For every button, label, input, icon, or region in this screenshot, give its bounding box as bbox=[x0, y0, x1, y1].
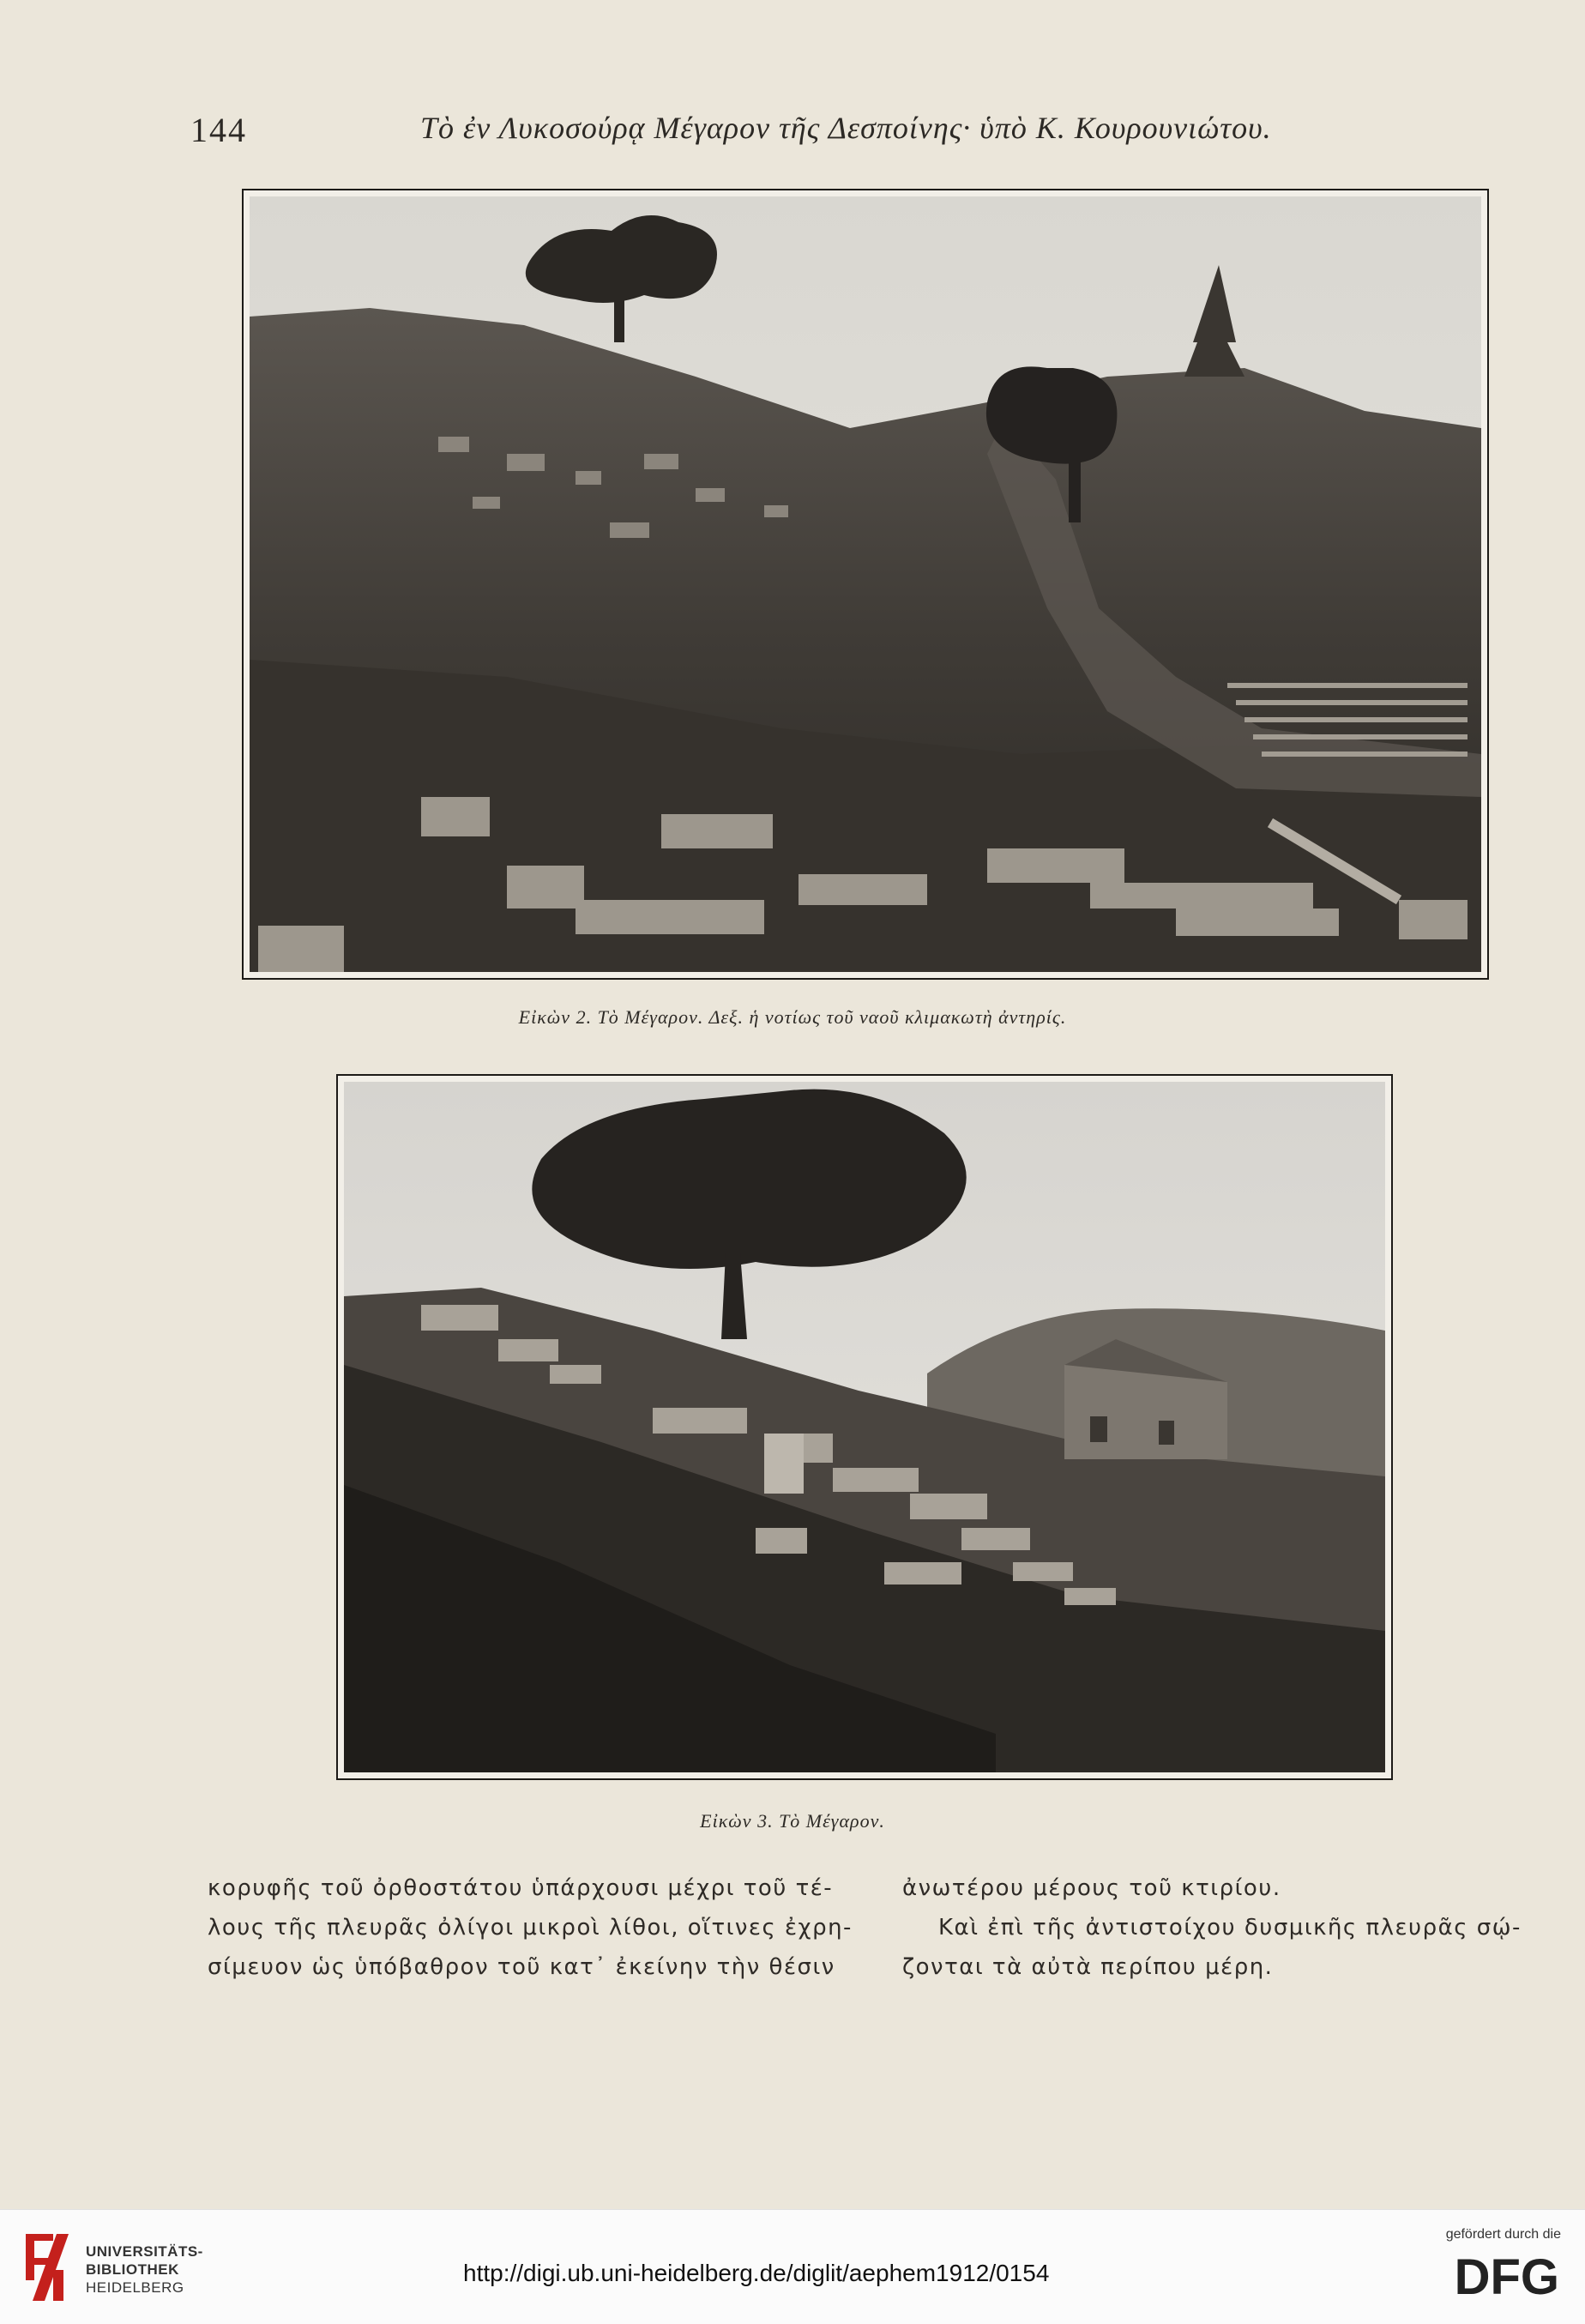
figure-2-caption: Εἰκὼν 2. Τὸ Μέγαρον. Δεξ. ἡ νοτίως τοῦ ναοῦ κλιμακωτὴ ἀντηρίς. bbox=[518, 1006, 1067, 1028]
page-number: 144 bbox=[190, 111, 247, 149]
funder-block bbox=[1372, 2227, 1561, 2303]
dfg-logo-text: DFG bbox=[1454, 2251, 1559, 2299]
figure-3-photo bbox=[336, 1074, 1393, 1780]
megaron-hillside-photo bbox=[344, 1082, 1385, 1772]
dfg-logo-icon bbox=[1407, 2251, 1561, 2299]
running-head bbox=[0, 110, 1585, 153]
funded-by-label: gefördert durch die bbox=[1445, 2227, 1561, 2242]
permalink-url[interactable]: http://digi.ub.uni-heidelberg.de/diglit/aephem1912/0154 bbox=[463, 2260, 1050, 2286]
running-title: Τὸ ἐν Λυκοσούρᾳ Μέγαρον τῆς Δεσποίνης· ὑπὸ Κ. Κουρουνιώτου. bbox=[420, 111, 1272, 145]
text-line: ἀνωτέρου μέρους τοῦ κτιρίου. bbox=[902, 1875, 1281, 1901]
text-line: Καὶ ἐπὶ τῆς ἀντιστοίχου δυσμικῆς πλευρᾶς σῴ- bbox=[938, 1915, 1522, 1941]
viewer-footer bbox=[0, 2209, 1585, 2324]
figure-2-photo bbox=[242, 189, 1489, 980]
body-text-right-column bbox=[902, 1868, 1554, 1987]
library-name-line: BIBLIOTHEK bbox=[86, 2261, 179, 2278]
library-name-line: HEIDELBERG bbox=[86, 2279, 184, 2296]
text-line: κορυφῆς τοῦ ὀρθοστάτου ὑπάρχουσι μέχρι τοῦ τέ- bbox=[208, 1875, 834, 1901]
body-text-left-column bbox=[208, 1868, 859, 1987]
library-name bbox=[86, 2243, 203, 2297]
text-line: σίμευον ὡς ὑπόβαθρον τοῦ κατ᾽ ἐκείνην τὴν θέσιν bbox=[208, 1954, 835, 1980]
text-line: ζονται τὰ αὐτὰ περίπου μέρη. bbox=[902, 1954, 1274, 1980]
megaron-ruins-photo bbox=[250, 196, 1481, 972]
text-line: λους τῆς πλευρᾶς ὀλίγοι μικροὶ λίθοι, οἵτινες ἐχρη- bbox=[208, 1915, 853, 1941]
figure-3-caption: Εἰκὼν 3. Τὸ Μέγαρον. bbox=[700, 1810, 885, 1832]
university-library-logo-icon bbox=[19, 2229, 75, 2306]
library-name-line: UNIVERSITÄTS- bbox=[86, 2243, 203, 2260]
